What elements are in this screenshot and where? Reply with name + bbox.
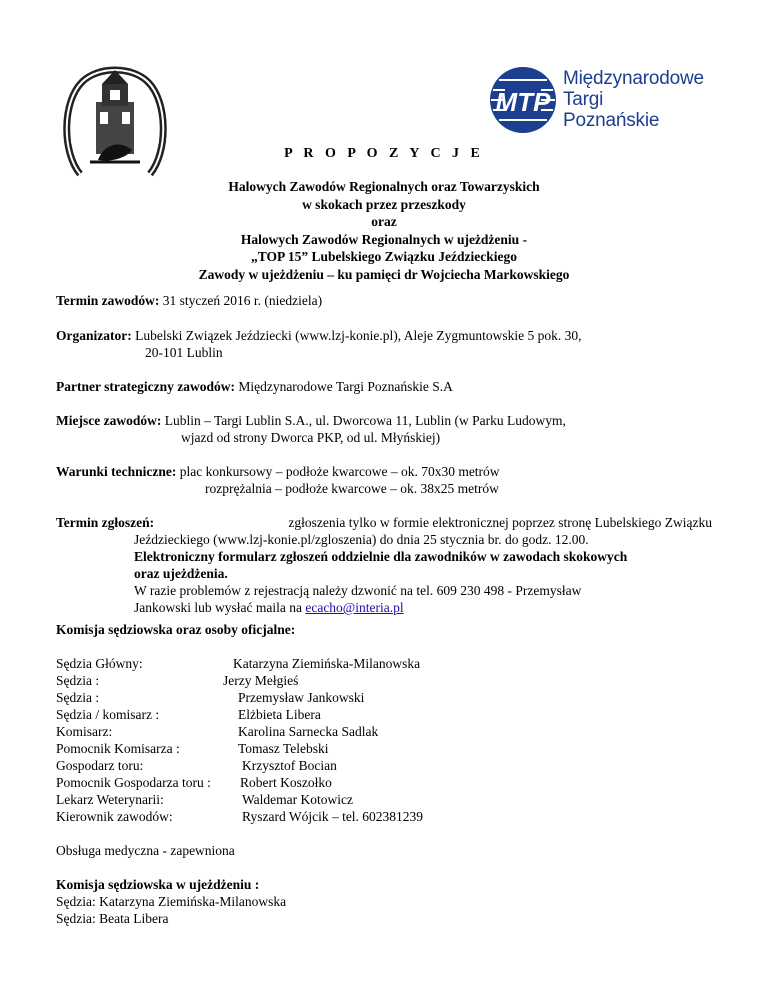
komisja-name: Krzysztof Bocian: [242, 758, 337, 773]
termin-label: Termin zawodów:: [56, 293, 160, 308]
warunki-section: [56, 463, 716, 497]
organizator-label: Organizator:: [56, 328, 132, 343]
miejsce-label: Miejsce zawodów:: [56, 413, 162, 428]
mtp-wordmark: [563, 68, 704, 131]
document-subtitle: [0, 178, 768, 284]
subtitle-line: Halowych Zawodów Regionalnych w ujeżdżeniu -: [240, 231, 528, 247]
zgloszenia-bold-2: oraz ujeżdżenia.: [134, 566, 228, 581]
komisja-name: Elżbieta Libera: [238, 707, 321, 722]
zgloszenia-line-2: Jeździeckiego (www.lzj-konie.pl/zgloszenia) do dnia 25 stycznia br. do godz. 12.00.: [134, 532, 589, 547]
zgloszenia-bold-1: Elektroniczny formularz zgłoszeń oddzielnie dla zawodników w zawodach skokowych: [134, 549, 628, 564]
komisja-name: Przemysław Jankowski: [238, 690, 365, 705]
komisja-role: Komisarz:: [56, 724, 113, 739]
komisja-role: Sędzia :: [56, 673, 100, 688]
organizator-section: [56, 327, 712, 361]
komisja-row: [56, 757, 337, 774]
komisja-role: Kierownik zawodów:: [56, 809, 173, 824]
komisja-row: [56, 740, 329, 757]
komisja-row: [56, 655, 421, 672]
mtp-logo: [487, 60, 717, 140]
miejsce-section: [56, 412, 716, 446]
komisja-role: Pomocnik Gospodarza toru :: [56, 775, 211, 790]
komisja-name: Ryszard Wójcik – tel. 602381239: [242, 809, 424, 824]
mtp-line-3: Poznańskie: [563, 110, 660, 131]
komisja-role: Sędzia :: [56, 690, 100, 705]
miejsce-line-1: Lublin – Targi Lublin S.A., ul. Dworcowa 11, Lublin (w Parku Ludowym,: [164, 413, 566, 428]
komisja-role: Sędzia Główny:: [56, 656, 143, 671]
komisja-row: [56, 723, 379, 740]
partner-section: [56, 378, 716, 395]
miejsce-line-2: wjazd od strony Dworca PKP, od ul. Młyńskiej): [181, 430, 441, 445]
komisja-name: Karolina Sarnecka Sadlak: [238, 724, 379, 739]
komisja-row: [56, 791, 353, 808]
komisja-name: Robert Koszołko: [240, 775, 332, 790]
komisja-heading: Komisja sędziowska oraz osoby oficjalne:: [56, 622, 296, 637]
lzj-horseshoe-logo: [60, 62, 170, 182]
komisja-row: [56, 808, 424, 825]
zgloszenia-line-5: W razie problemów z rejestracją należy dzwonić na tel. 609 230 498 - Przemysław: [134, 583, 582, 598]
ujezdzenie-line-2: Sędzia: Beata Libera: [56, 911, 169, 926]
warunki-label: Warunki techniczne:: [56, 464, 177, 479]
komisja-role: Sędzia / komisarz :: [56, 707, 160, 722]
warunki-line-2: rozprężalnia – podłoże kwarcowe – ok. 38x25 metrów: [205, 481, 499, 496]
mtp-globe-icon: [487, 64, 559, 136]
subtitle-line: oraz: [371, 214, 397, 230]
obsluga-medyczna: Obsługa medyczna - zapewniona: [56, 843, 235, 858]
organizator-line-2: 20-101 Lublin: [145, 345, 223, 360]
termin-section: [56, 292, 716, 309]
ujezdzenie-heading: Komisja sędziowska w ujeżdżeniu :: [56, 877, 260, 892]
document-title: P R O P O Z Y C J E: [284, 146, 484, 161]
komisja-role: Gospodarz toru:: [56, 758, 144, 773]
mtp-line-2: Targi: [563, 89, 604, 110]
subtitle-line: Halowych Zawodów Regionalnych oraz Towarzyskich: [228, 179, 540, 194]
komisja-role: Pomocnik Komisarza :: [56, 741, 180, 756]
komisja-role: Lekarz Weterynarii:: [56, 792, 164, 807]
organizator-line-1: Lubelski Związek Jeździecki (www.lzj-konie.pl), Aleje Zygmuntowskie 5 pok. 30,: [135, 328, 582, 343]
komisja-name: Jerzy Mełgieś: [223, 673, 299, 688]
mtp-line-1: Międzynarodowe: [563, 68, 704, 89]
komisja-name: Katarzyna Ziemińska-Milanowska: [233, 656, 421, 671]
subtitle-line: Zawody w ujeżdżeniu – ku pamięci dr Wojciecha Markowskiego: [198, 266, 570, 282]
komisja-row: [56, 774, 332, 791]
termin-value: 31 styczeń 2016 r. (niedziela): [162, 293, 323, 308]
zgloszenia-section: [56, 514, 712, 616]
zgloszenia-line-6: Jankowski lub wysłać maila na: [134, 600, 306, 615]
subtitle-line: w skokach przez przeszkody: [302, 196, 466, 212]
ujezdzenie-section: [56, 876, 286, 927]
zgloszenia-line-1: zgłoszenia tylko w formie elektronicznej poprzez stronę Lubelskiego Związku: [288, 515, 712, 530]
subtitle-line: „TOP 15” Lubelskiego Związku Jeździeckiego: [250, 249, 517, 265]
komisja-row: [56, 706, 321, 723]
komisja-name: Tomasz Telebski: [238, 741, 329, 756]
svg-text:MTP: MTP: [495, 87, 551, 117]
ujezdzenie-line-1: Sędzia: Katarzyna Ziemińska-Milanowska: [56, 894, 287, 909]
partner-value: Międzynarodowe Targi Poznańskie S.A: [238, 379, 453, 394]
partner-label: Partner strategiczny zawodów:: [56, 379, 235, 394]
warunki-line-1: plac konkursowy – podłoże kwarcowe – ok. 70x30 metrów: [179, 464, 500, 479]
komisja-row: [56, 689, 365, 706]
email-link[interactable]: ecacho@interia.pl: [305, 600, 404, 615]
komisja-name: Waldemar Kotowicz: [242, 792, 353, 807]
komisja-row: [56, 672, 299, 689]
zgloszenia-label: Termin zgłoszeń:: [56, 515, 155, 530]
